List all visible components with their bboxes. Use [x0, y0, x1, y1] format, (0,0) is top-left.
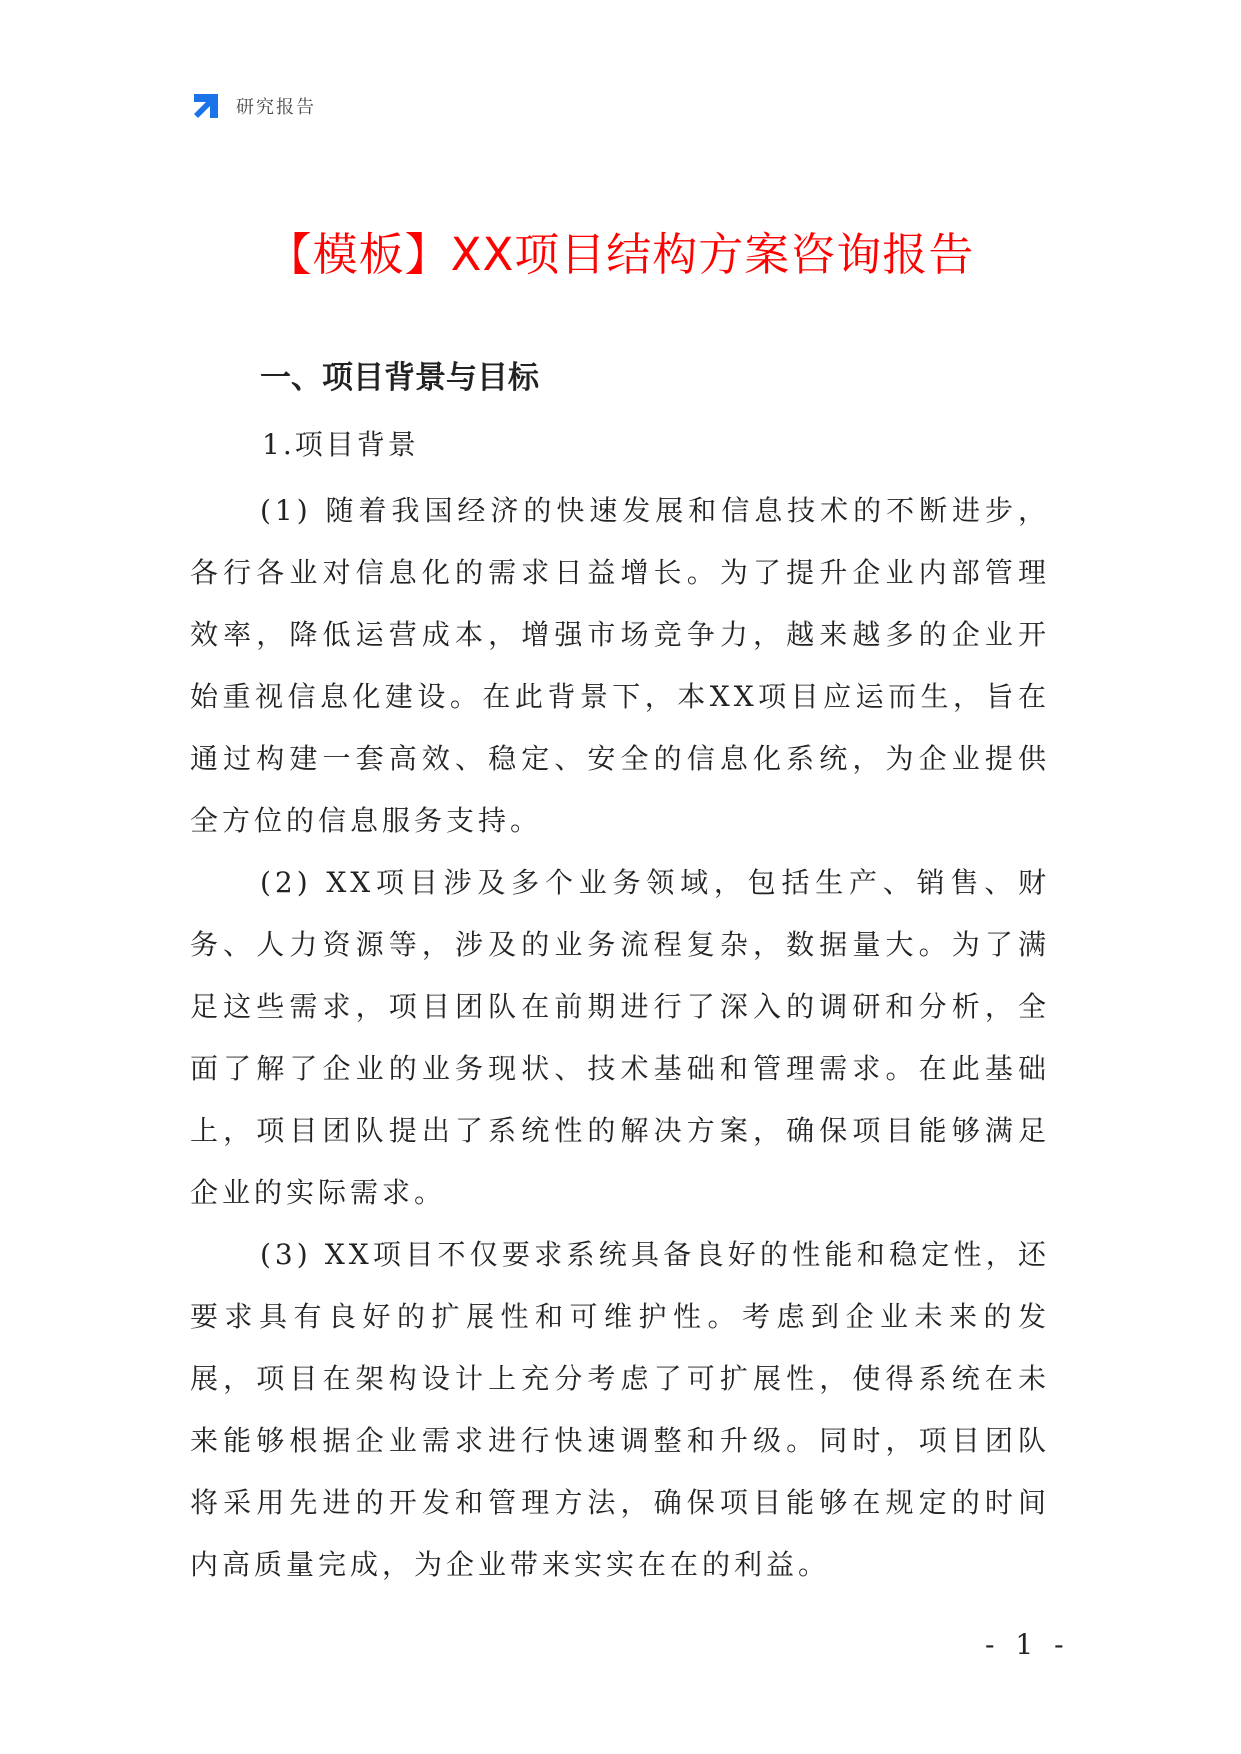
paragraph-1: (1) 随着我国经济的快速发展和信息技术的不断进步，各行各业对信息化的需求日益增长。为了提升企业内部管理效率，降低运营成本，增强市场竞争力，越来越多的企业开始重视信息化建设。在此背景下，本XX项目应运而生，旨在通过构建一套高效、稳定、安全的信息化系统，为企业提供全方位的信息服务支持。 — [190, 494, 1050, 837]
paragraph-2: (2) XX项目涉及多个业务领域，包括生产、销售、财务、人力资源等，涉及的业务流程复杂，数据量大。为了满足这些需求，项目团队在前期进行了深入的调研和分析，全面了解了企业的业务现状、技术基础和管理需求。在此基础上，项目团队提出了系统性的解决方案，确保项目能够满足企业的实际需求。 — [190, 866, 1050, 1209]
document-body — [190, 356, 1050, 1596]
arrow-up-right-icon — [190, 90, 222, 122]
section-heading: 一、项目背景与目标 — [260, 360, 539, 396]
sub-heading: 1.项目背景 — [262, 428, 419, 461]
page-header — [190, 90, 316, 122]
page-number: - 1 - — [985, 1628, 1070, 1661]
paragraph-3: (3) XX项目不仅要求系统具备良好的性能和稳定性，还要求具有良好的扩展性和可维护性。考虑到企业未来的发展，项目在架构设计上充分考虑了可扩展性，使得系统在未来能够根据企业需求进行快速调整和升级。同时，项目团队将采用先进的开发和管理方法，确保项目能够在规定的时间内高质量完成，为企业带来实实在在的利益。 — [190, 1238, 1050, 1581]
document-title: 【模板】XX项目结构方案咨询报告 — [266, 228, 975, 281]
header-label: 研究报告 — [236, 97, 316, 118]
